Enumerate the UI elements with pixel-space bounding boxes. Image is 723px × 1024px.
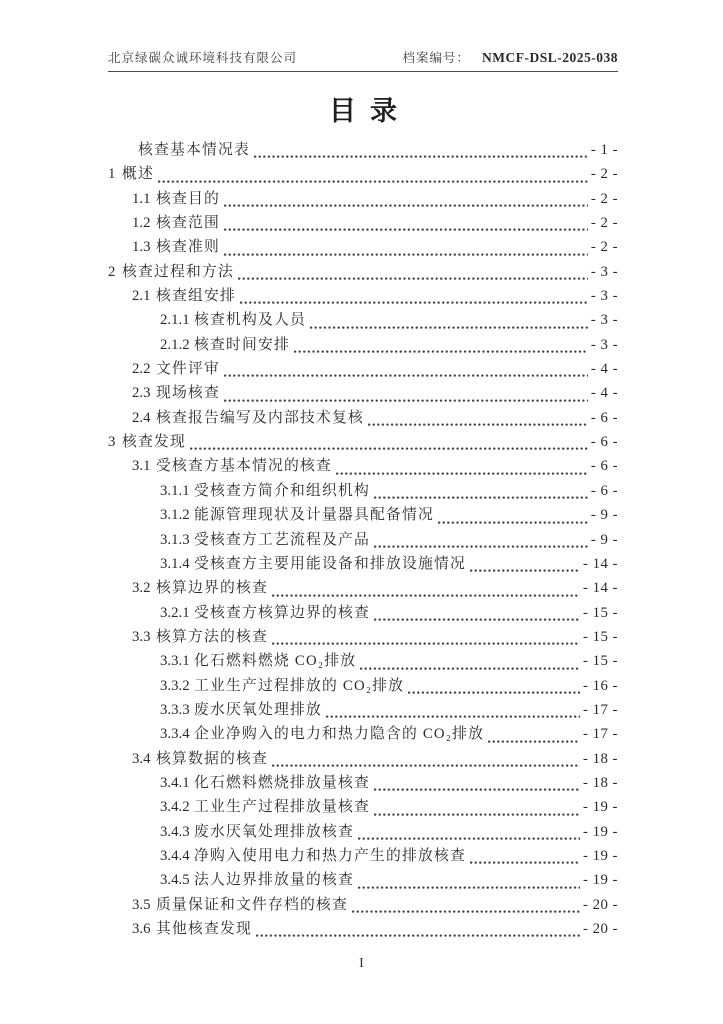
page-number-roman: I <box>359 956 364 971</box>
entry-title: 核查报告编写及内部技术复核 <box>156 409 364 426</box>
entry-page-number: - 6 - <box>590 482 618 499</box>
entry-title: 化石燃料燃烧 CO₂排放 <box>194 653 357 670</box>
dotted-leader <box>310 323 588 329</box>
entry-page-number: - 18 - <box>582 750 618 767</box>
entry-number: 3.4.2 <box>160 799 190 816</box>
dotted-leader <box>358 883 580 889</box>
entry-title: 受核查方简介和组织机构 <box>194 482 370 499</box>
entry-page-number: - 17 - <box>582 701 618 718</box>
toc-entry <box>108 771 618 795</box>
entry-title: 受核查方基本情况的核查 <box>156 458 332 475</box>
entry-title: 核查时间安排 <box>194 336 290 353</box>
dotted-leader <box>294 347 588 353</box>
dotted-leader <box>358 834 580 840</box>
entry-title: 企业净购入的电力和热力隐含的 CO₂排放 <box>194 726 485 743</box>
entry-number: 3.4.3 <box>160 823 190 840</box>
entry-page-number: - 15 - <box>582 604 618 621</box>
dotted-leader <box>470 858 580 864</box>
entry-title: 文件评审 <box>156 361 220 378</box>
entry-title: 现场核查 <box>156 385 220 402</box>
entry-page-number: - 9 - <box>590 531 618 548</box>
entry-title: 受核查方主要用能设备和排放设施情况 <box>194 555 466 572</box>
entry-page-number: - 15 - <box>582 628 618 645</box>
entry-number: 2.1.2 <box>160 336 190 353</box>
entry-page-number: - 14 - <box>582 555 618 572</box>
dotted-leader <box>374 493 588 499</box>
entry-page-number: - 3 - <box>590 288 618 305</box>
dotted-leader <box>368 420 588 426</box>
archive-label: 档案编号： <box>402 51 470 65</box>
toc-entry <box>108 625 618 649</box>
entry-page-number: - 3 - <box>590 312 618 329</box>
entry-title: 核查过程和方法 <box>122 263 234 280</box>
entry-page-number: - 17 - <box>582 726 618 743</box>
entry-title: 工业生产过程排放量核查 <box>194 799 370 816</box>
entry-page-number: - 2 - <box>590 190 618 207</box>
entry-number: 1 <box>108 166 116 183</box>
entry-number: 3.3.3 <box>160 701 190 718</box>
dotted-leader <box>272 639 580 645</box>
dotted-leader <box>470 566 580 572</box>
page-footer <box>0 956 723 972</box>
entry-number: 3.2 <box>132 580 151 597</box>
toc-entry <box>108 162 618 186</box>
toc-entry <box>108 747 618 771</box>
entry-page-number: - 19 - <box>582 847 618 864</box>
entry-number: 3.1 <box>132 458 151 475</box>
dotted-leader <box>224 371 588 377</box>
entry-number: 2.3 <box>132 385 151 402</box>
dotted-leader <box>374 615 580 621</box>
toc-entry <box>108 284 618 308</box>
toc-entry <box>108 528 618 552</box>
entry-page-number: - 16 - <box>582 677 618 694</box>
dotted-leader <box>374 810 580 816</box>
toc-entry <box>108 844 618 868</box>
toc-entry <box>108 795 618 819</box>
entry-number: 3.3 <box>132 628 151 645</box>
entry-title: 净购入使用电力和热力产生的排放核查 <box>194 847 466 864</box>
entry-number: 2.4 <box>132 409 151 426</box>
toc-entry <box>108 260 618 284</box>
toc-entry <box>108 674 618 698</box>
entry-title: 废水厌氧处理排放核查 <box>194 823 354 840</box>
toc-entry <box>108 503 618 527</box>
entry-title: 工业生产过程排放的 CO₂排放 <box>194 677 405 694</box>
entry-title: 核算边界的核查 <box>156 580 268 597</box>
entry-page-number: - 15 - <box>582 653 618 670</box>
toc-entry <box>108 235 618 259</box>
entry-page-number: - 6 - <box>590 434 618 451</box>
entry-title: 质量保证和文件存档的核查 <box>156 896 348 913</box>
toc-entry <box>108 138 618 162</box>
toc-entry <box>108 601 618 625</box>
entry-page-number: - 19 - <box>582 872 618 889</box>
entry-page-number: - 6 - <box>590 409 618 426</box>
entry-title: 核查发现 <box>122 434 186 451</box>
page-title: 目录 <box>329 96 411 126</box>
entry-page-number: - 4 - <box>590 361 618 378</box>
entry-page-number: - 3 - <box>590 263 618 280</box>
entry-number: 3.4.5 <box>160 872 190 889</box>
toc-entry <box>108 649 618 673</box>
dotted-leader <box>272 591 580 597</box>
dotted-leader <box>374 542 588 548</box>
dotted-leader <box>488 737 580 743</box>
entry-title: 核算方法的核查 <box>156 628 268 645</box>
dotted-leader <box>158 177 588 183</box>
dotted-leader <box>254 152 588 158</box>
entry-title: 核查组安排 <box>156 288 236 305</box>
entry-number: 3.4.4 <box>160 847 190 864</box>
entry-page-number: - 9 - <box>590 507 618 524</box>
entry-number: 1.2 <box>132 215 151 232</box>
entry-page-number: - 2 - <box>590 239 618 256</box>
dotted-leader <box>190 444 588 450</box>
company-name: 北京绿碳众诚环境科技有限公司 <box>108 51 298 65</box>
dotted-leader <box>224 201 588 207</box>
entry-title: 核算数据的核查 <box>156 750 268 767</box>
dotted-leader <box>438 518 588 524</box>
entry-title: 核查准则 <box>156 239 220 256</box>
entry-title: 概述 <box>122 166 154 183</box>
toc-entry <box>108 430 618 454</box>
dotted-leader <box>256 931 580 937</box>
entry-title: 核查范围 <box>156 215 220 232</box>
entry-page-number: - 6 - <box>590 458 618 475</box>
entry-number: 3.1.1 <box>160 482 190 499</box>
entry-page-number: - 4 - <box>590 385 618 402</box>
entry-title: 核查基本情况表 <box>138 142 250 158</box>
toc-entry <box>108 576 618 600</box>
toc-entry <box>108 333 618 357</box>
dotted-leader <box>224 225 588 231</box>
dotted-leader <box>326 712 580 718</box>
toc-entry <box>108 698 618 722</box>
entry-number: 3.1.2 <box>160 507 190 524</box>
entry-number: 3.3.4 <box>160 726 190 743</box>
entry-page-number: - 1 - <box>590 142 618 158</box>
entry-page-number: - 19 - <box>582 823 618 840</box>
entry-page-number: - 2 - <box>590 166 618 183</box>
entry-page-number: - 18 - <box>582 774 618 791</box>
entry-number: 3.3.1 <box>160 653 190 670</box>
toc-entry <box>108 454 618 478</box>
toc-entry <box>108 211 618 235</box>
entry-title: 化石燃料燃烧排放量核查 <box>194 774 370 791</box>
toc-entry <box>108 381 618 405</box>
toc-entry <box>108 552 618 576</box>
dotted-leader <box>336 469 588 475</box>
toc-entry <box>108 357 618 381</box>
entry-page-number: - 20 - <box>582 921 618 937</box>
entry-number: 2 <box>108 263 116 280</box>
entry-title: 受核查方核算边界的核查 <box>194 604 370 621</box>
entry-number: 3.1.4 <box>160 555 190 572</box>
entry-page-number: - 20 - <box>582 896 618 913</box>
toc-entry <box>108 722 618 746</box>
entry-title: 核查目的 <box>156 190 220 207</box>
entry-page-number: - 3 - <box>590 336 618 353</box>
archive-number: NMCF-DSL-2025-038 <box>482 50 618 65</box>
entry-number: 1.1 <box>132 190 151 207</box>
toc-entry <box>108 868 618 892</box>
toc-entry <box>108 187 618 211</box>
toc-entry <box>108 917 618 941</box>
toc-entry <box>108 406 618 430</box>
dotted-leader <box>352 907 580 913</box>
entry-page-number: - 19 - <box>582 799 618 816</box>
toc-entry <box>108 308 618 332</box>
entry-title: 受核查方工艺流程及产品 <box>194 531 370 548</box>
entry-title: 核查机构及人员 <box>194 312 306 329</box>
entry-number: 3.4.1 <box>160 774 190 791</box>
toc-entry <box>108 893 618 917</box>
dotted-leader <box>408 688 580 694</box>
entry-title: 法人边界排放量的核查 <box>194 872 354 889</box>
entry-number: 3.1.3 <box>160 531 190 548</box>
dotted-leader <box>360 664 580 670</box>
entry-title: 其他核查发现 <box>156 921 252 937</box>
toc-entry <box>108 479 618 503</box>
entry-number: 3.2.1 <box>160 604 190 621</box>
dotted-leader <box>224 396 588 402</box>
entry-title: 能源管理现状及计量器具配备情况 <box>194 507 434 524</box>
entry-title: 废水厌氧处理排放 <box>194 701 322 718</box>
entry-number: 1.3 <box>132 239 151 256</box>
dotted-leader <box>272 761 580 767</box>
dotted-leader <box>374 785 580 791</box>
entry-number: 3.4 <box>132 750 151 767</box>
archive-info <box>402 48 618 66</box>
dotted-leader <box>224 250 588 256</box>
entry-number: 2.1 <box>132 288 151 305</box>
entry-page-number: - 2 - <box>590 215 618 232</box>
entry-number: 3.5 <box>132 896 151 913</box>
entry-number: 3.3.2 <box>160 677 190 694</box>
toc-entry <box>108 820 618 844</box>
entry-number: 3 <box>108 434 116 451</box>
dotted-leader <box>240 298 588 304</box>
entry-number: 3.6 <box>132 921 151 937</box>
entry-number: 2.2 <box>132 361 151 378</box>
table-of-contents <box>108 138 618 941</box>
page-header <box>108 48 618 72</box>
entry-page-number: - 14 - <box>582 580 618 597</box>
entry-number: 2.1.1 <box>160 312 190 329</box>
dotted-leader <box>238 274 588 280</box>
